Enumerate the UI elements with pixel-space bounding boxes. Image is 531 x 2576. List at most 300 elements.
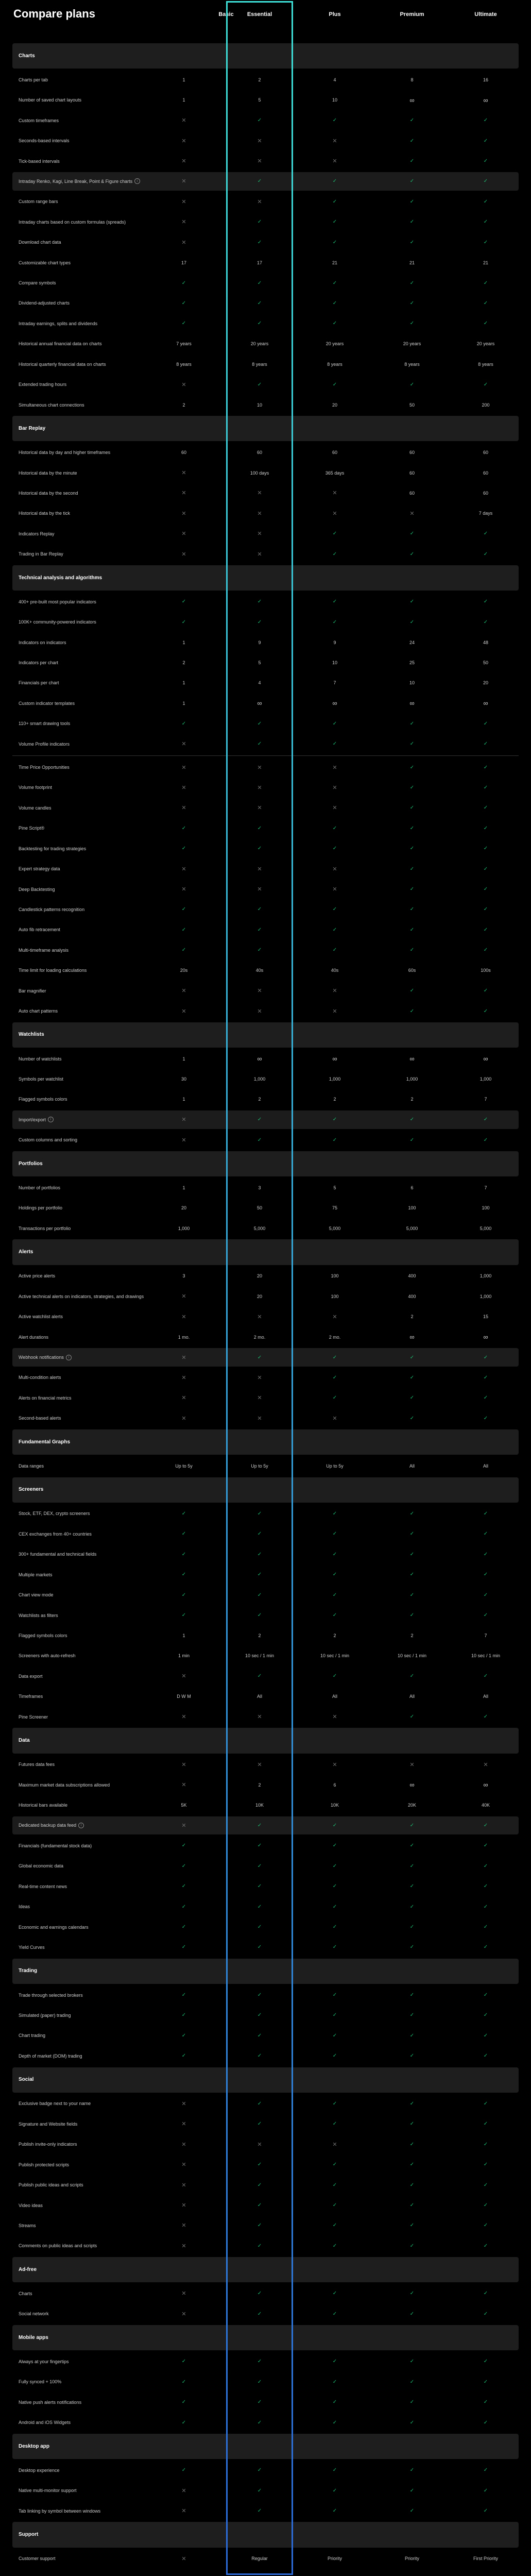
cell-value-basic: 1 xyxy=(182,77,185,82)
check-icon: ✓ xyxy=(483,321,488,327)
feature-label-text: Screeners xyxy=(19,1487,44,1493)
cross-icon: ✕ xyxy=(181,1415,186,1422)
section-title xyxy=(19,1959,173,1984)
check-icon: ✓ xyxy=(483,2419,488,2426)
check-icon: ✓ xyxy=(483,219,488,225)
feature-label xyxy=(19,396,173,414)
feature-label xyxy=(19,2216,173,2234)
feature-label xyxy=(19,674,173,692)
section-header-watchlists xyxy=(12,1022,519,1048)
cell-value-essential: 40s xyxy=(255,968,264,973)
cross-icon: ✕ xyxy=(181,2291,186,2297)
check-icon: ✓ xyxy=(483,1592,488,1598)
check-icon: ✓ xyxy=(483,784,488,790)
feature-label-text: Custom timeframes xyxy=(19,117,59,123)
feature-row-auto-fib-retracement xyxy=(12,921,519,939)
check-icon: ✓ xyxy=(409,1992,415,1998)
cell-value-plus: 20 xyxy=(332,402,337,408)
cross-icon: ✕ xyxy=(181,138,186,144)
feature-label-text: Bar magnifier xyxy=(19,988,46,994)
feature-label-text: Historical bars available xyxy=(19,1803,68,1808)
check-icon: ✓ xyxy=(257,1863,262,1869)
cell-value-premium: 100 xyxy=(408,1205,416,1211)
check-icon: ✓ xyxy=(483,117,488,124)
plan-header-essential: Essential xyxy=(247,11,272,18)
check-icon: ✓ xyxy=(257,1592,262,1598)
infinity-icon: ∞ xyxy=(409,1781,415,1789)
feature-label-text: Fundamental Graphs xyxy=(19,1439,71,1445)
cell-value-ultimate: 7 days xyxy=(478,511,493,516)
section-header-data xyxy=(12,1728,519,1753)
check-icon: ✓ xyxy=(409,138,415,144)
feature-label xyxy=(19,91,173,109)
feature-row-multi-condition-alerts xyxy=(12,1369,519,1387)
check-icon: ✓ xyxy=(332,2399,337,2405)
cell-value-basic: 1 xyxy=(182,97,185,103)
cross-icon: ✕ xyxy=(181,1714,186,1721)
check-icon: ✓ xyxy=(181,1843,186,1849)
check-icon: ✓ xyxy=(332,1510,337,1517)
check-icon: ✓ xyxy=(409,2182,415,2188)
check-icon: ✓ xyxy=(257,2243,262,2249)
check-icon: ✓ xyxy=(409,2379,415,2385)
cross-icon: ✕ xyxy=(181,1008,186,1015)
cell-value-premium: 25 xyxy=(409,660,415,666)
cell-value-essential: 20 years xyxy=(250,341,269,347)
cell-value-premium: 21 xyxy=(409,260,415,265)
cell-value-essential: 3 xyxy=(258,1185,261,1190)
check-icon: ✓ xyxy=(257,846,262,852)
infinity-icon: ∞ xyxy=(483,1781,488,1789)
feature-label xyxy=(19,545,173,563)
check-icon: ✓ xyxy=(483,1572,488,1578)
feature-label xyxy=(19,111,173,129)
check-icon: ✓ xyxy=(332,117,337,124)
cell-value-basic: 3 xyxy=(182,1273,185,1279)
feature-label-text: Intraday Renko, Kagi, Line Break, Point & Figure charts xyxy=(19,178,133,184)
check-icon: ✓ xyxy=(332,906,337,913)
check-icon: ✓ xyxy=(409,1531,415,1537)
check-icon: ✓ xyxy=(409,1612,415,1619)
cell-value-plus: 5 xyxy=(333,1185,336,1190)
check-icon: ✓ xyxy=(409,1510,415,1517)
check-icon: ✓ xyxy=(483,2223,488,2229)
check-icon: ✓ xyxy=(257,2202,262,2208)
cross-icon: ✕ xyxy=(332,510,337,517)
cell-value-essential: 100 days xyxy=(250,470,269,476)
cell-value-ultimate: 16 xyxy=(483,77,488,82)
check-icon: ✓ xyxy=(332,2182,337,2188)
feature-label-text: Data ranges xyxy=(19,1463,44,1469)
check-icon: ✓ xyxy=(181,2053,186,2059)
feature-label xyxy=(19,443,173,461)
section-title xyxy=(19,2434,173,2459)
feature-label-text: Intraday earnings, splits and dividends xyxy=(19,321,98,326)
feature-label xyxy=(19,613,173,631)
feature-row-bar-magnifier xyxy=(12,982,519,1000)
cross-icon: ✕ xyxy=(181,805,186,812)
check-icon: ✓ xyxy=(181,1551,186,1557)
check-icon: ✓ xyxy=(483,158,488,164)
feature-row-charts-per-tab xyxy=(12,71,519,89)
feature-row-dedicated-backup-data-feed xyxy=(12,1816,519,1834)
cell-value-plus: 2 mo. xyxy=(329,1334,341,1340)
feature-label xyxy=(19,1110,173,1129)
cell-value-plus: 8 years xyxy=(327,361,342,367)
feature-label xyxy=(19,1307,173,1325)
check-icon: ✓ xyxy=(483,1415,488,1421)
check-icon: ✓ xyxy=(332,619,337,625)
cross-icon: ✕ xyxy=(332,2141,337,2148)
cross-icon: ✕ xyxy=(181,741,186,748)
feature-label-text: Charts xyxy=(19,53,35,59)
check-icon: ✓ xyxy=(409,1822,415,1828)
cell-value-premium: 2 xyxy=(410,1314,414,1320)
cross-icon: ✕ xyxy=(257,1008,262,1015)
check-icon: ✓ xyxy=(181,947,186,953)
check-icon: ✓ xyxy=(257,1137,262,1143)
cross-icon: ✕ xyxy=(257,784,262,791)
cross-icon: ✕ xyxy=(181,1822,186,1829)
cross-icon: ✕ xyxy=(332,490,337,497)
cross-icon: ✕ xyxy=(181,1117,186,1123)
cross-icon: ✕ xyxy=(181,239,186,246)
feature-label-text: Historical data by the second xyxy=(19,490,78,496)
feature-row-multi-timeframe-analysis xyxy=(12,941,519,959)
check-icon: ✓ xyxy=(483,2182,488,2188)
check-icon: ✓ xyxy=(332,846,337,852)
check-icon: ✓ xyxy=(181,2467,186,2473)
check-icon: ✓ xyxy=(257,1904,262,1910)
feature-label xyxy=(19,335,173,353)
cell-value-ultimate: 48 xyxy=(483,639,488,645)
check-icon: ✓ xyxy=(332,2053,337,2059)
info-icon[interactable]: i xyxy=(134,178,140,184)
feature-row-watchlists-as-filters xyxy=(12,1606,519,1624)
feature-label-text: Customer support xyxy=(19,2556,56,2562)
feature-label-text: Alerts on financial metrics xyxy=(19,1395,72,1401)
cell-value-essential: 8 years xyxy=(252,361,267,367)
check-icon: ✓ xyxy=(409,886,415,893)
cell-value-premium: Priority xyxy=(404,2556,419,2562)
check-icon: ✓ xyxy=(332,1843,337,1849)
section-title xyxy=(19,2067,173,2093)
feature-label xyxy=(19,254,173,272)
cross-icon: ✕ xyxy=(181,2162,186,2168)
check-icon: ✓ xyxy=(332,1551,337,1557)
check-icon: ✓ xyxy=(332,219,337,225)
feature-label-text: Technical analysis and algorithms xyxy=(19,575,102,581)
feature-label-text: Yield Curves xyxy=(19,1944,45,1950)
feature-label-text: Multi-condition alerts xyxy=(19,1375,61,1380)
check-icon: ✓ xyxy=(332,239,337,245)
check-icon: ✓ xyxy=(332,927,337,933)
cell-value-essential: 20 xyxy=(256,1293,262,1299)
cell-value-premium: 2 xyxy=(410,1632,414,1638)
check-icon: ✓ xyxy=(332,321,337,327)
check-icon: ✓ xyxy=(483,1944,488,1950)
info-icon[interactable]: i xyxy=(78,1823,84,1828)
check-icon: ✓ xyxy=(483,2379,488,2385)
check-icon: ✓ xyxy=(483,2508,488,2514)
cell-value-ultimate: 15 xyxy=(483,1314,488,1320)
feature-label xyxy=(19,233,173,251)
check-icon: ✓ xyxy=(483,300,488,306)
check-icon: ✓ xyxy=(257,2032,262,2039)
check-icon: ✓ xyxy=(257,2311,262,2317)
feature-row-historical-quarterly-financial-data-on-c xyxy=(12,355,519,373)
check-icon: ✓ xyxy=(181,720,186,727)
check-icon: ✓ xyxy=(483,2399,488,2405)
section-divider xyxy=(12,755,519,756)
cross-icon: ✕ xyxy=(181,1137,186,1143)
cell-value-essential: 2 xyxy=(258,1632,261,1638)
feature-label-text: Alerts xyxy=(19,1249,33,1255)
cell-value-ultimate: 1,000 xyxy=(479,1076,492,1082)
feature-label-text: Chart view mode xyxy=(19,1592,54,1598)
check-icon: ✓ xyxy=(332,947,337,953)
feature-label-text: Active watchlist alerts xyxy=(19,1314,63,1320)
cell-value-basic: 2 xyxy=(182,660,185,666)
cross-icon: ✕ xyxy=(181,2202,186,2209)
cross-icon: ✕ xyxy=(181,1782,186,1789)
feature-label-text: Pine Screener xyxy=(19,1714,48,1720)
check-icon: ✓ xyxy=(257,2182,262,2188)
cell-value-plus: Up to 5y xyxy=(326,1463,344,1469)
check-icon: ✓ xyxy=(332,2202,337,2208)
cell-value-basic: 8 years xyxy=(176,361,192,367)
feature-label xyxy=(19,735,173,753)
cross-icon: ✕ xyxy=(332,158,337,165)
check-icon: ✓ xyxy=(332,198,337,205)
feature-row-backtesting-for-trading-strategies xyxy=(12,839,519,857)
feature-label xyxy=(19,2027,173,2045)
check-icon: ✓ xyxy=(409,927,415,933)
check-icon: ✓ xyxy=(483,720,488,727)
cross-icon: ✕ xyxy=(409,510,415,517)
feature-label-text: Multiple markets xyxy=(19,1572,53,1577)
feature-row-timeframes xyxy=(12,1687,519,1705)
feature-label-text: Trading in Bar Replay xyxy=(19,551,63,557)
feature-row-active-technical-alerts-on-indicators-st xyxy=(12,1287,519,1305)
check-icon: ✓ xyxy=(181,2419,186,2426)
feature-label xyxy=(19,1776,173,1794)
section-header-fundamental-graphs xyxy=(12,1429,519,1455)
feature-row-screeners-with-auto-refresh xyxy=(12,1647,519,1665)
check-icon: ✓ xyxy=(257,825,262,831)
cell-value-basic: 17 xyxy=(181,260,186,265)
cross-icon: ✕ xyxy=(181,531,186,537)
check-icon: ✓ xyxy=(257,599,262,605)
feature-row-holdings-per-portfolio xyxy=(12,1199,519,1217)
check-icon: ✓ xyxy=(409,239,415,245)
check-icon: ✓ xyxy=(409,2053,415,2059)
feature-row-400-pre-built-most-popular-indicators xyxy=(12,593,519,611)
check-icon: ✓ xyxy=(483,1924,488,1930)
feature-label xyxy=(19,484,173,502)
check-icon: ✓ xyxy=(409,1924,415,1930)
feature-row-deep-backtesting xyxy=(12,880,519,898)
cross-icon: ✕ xyxy=(257,198,262,205)
feature-label-text: Video ideas xyxy=(19,2202,43,2208)
check-icon: ✓ xyxy=(483,1531,488,1537)
cell-value-ultimate: 60 xyxy=(483,490,488,496)
feature-label-text: Bar Replay xyxy=(19,425,46,431)
feature-row-economic-and-earnings-calendars xyxy=(12,1918,519,1936)
cell-value-essential: 5,000 xyxy=(253,1225,266,1231)
info-icon[interactable]: i xyxy=(48,1117,54,1122)
feature-row-historical-data-by-day-and-higher-timefr xyxy=(12,443,519,461)
check-icon: ✓ xyxy=(181,1863,186,1869)
cell-value-essential: All xyxy=(256,1694,262,1699)
cross-icon: ✕ xyxy=(257,1714,262,1721)
feature-row-stock-etf-dex-crypto-screeners xyxy=(12,1505,519,1523)
check-icon: ✓ xyxy=(483,2012,488,2018)
cross-icon: ✕ xyxy=(181,490,186,497)
feature-label-text: Real-time content news xyxy=(19,1883,67,1889)
feature-row-seconds-based-intervals xyxy=(12,131,519,149)
cell-value-plus: Priority xyxy=(327,2556,342,2562)
check-icon: ✓ xyxy=(483,178,488,184)
section-title xyxy=(19,565,173,591)
feature-row-historical-bars-available xyxy=(12,1796,519,1814)
feature-label-text: Exclusive badge next to your name xyxy=(19,2101,91,2107)
check-icon: ✓ xyxy=(257,2012,262,2018)
check-icon: ✓ xyxy=(257,720,262,727)
check-icon: ✓ xyxy=(257,1612,262,1619)
cell-value-premium: 6 xyxy=(410,1185,414,1190)
check-icon: ✓ xyxy=(332,1137,337,1143)
cell-value-premium: 10 xyxy=(409,680,415,686)
feature-label xyxy=(19,2393,173,2411)
check-icon: ✓ xyxy=(483,1551,488,1557)
info-icon[interactable]: i xyxy=(66,1355,72,1360)
cell-value-basic: 7 years xyxy=(176,341,192,347)
feature-label xyxy=(19,1667,173,1685)
cross-icon: ✕ xyxy=(181,1673,186,1680)
check-icon: ✓ xyxy=(257,2223,262,2229)
feature-label xyxy=(19,2352,173,2370)
cross-icon: ✕ xyxy=(332,138,337,144)
feature-row-real-time-content-news xyxy=(12,1877,519,1895)
check-icon: ✓ xyxy=(409,2467,415,2473)
feature-label-text: Time Price Opportunities xyxy=(19,765,70,770)
check-icon: ✓ xyxy=(181,1572,186,1578)
feature-label xyxy=(19,1070,173,1088)
feature-label xyxy=(19,1918,173,1936)
cell-value-basic: 1 xyxy=(182,1632,185,1638)
cross-icon: ✕ xyxy=(257,158,262,165)
check-icon: ✓ xyxy=(409,1883,415,1890)
feature-label-text: Publish invite-only indicators xyxy=(19,2142,77,2147)
feature-label-text: Custom indicator templates xyxy=(19,700,75,706)
feature-row-chart-view-mode xyxy=(12,1586,519,1604)
feature-label-text: Historical data by day and higher timeframes xyxy=(19,450,111,456)
cell-value-essential: 2 mo. xyxy=(253,1334,266,1340)
check-icon: ✓ xyxy=(409,1904,415,1910)
check-icon: ✓ xyxy=(483,988,488,994)
check-icon: ✓ xyxy=(181,321,186,327)
cell-value-essential: 9 xyxy=(258,639,261,645)
cell-value-ultimate: First Priority xyxy=(473,2556,498,2562)
cross-icon: ✕ xyxy=(181,381,186,388)
check-icon: ✓ xyxy=(483,1510,488,1517)
feature-label-text: Volume candles xyxy=(19,805,52,811)
feature-row-ideas xyxy=(12,1897,519,1915)
feature-label xyxy=(19,1389,173,1407)
feature-label xyxy=(19,2095,173,2113)
section-header-mobile-apps xyxy=(12,2325,519,2350)
check-icon: ✓ xyxy=(332,1904,337,1910)
check-icon: ✓ xyxy=(332,2419,337,2426)
check-icon: ✓ xyxy=(409,988,415,994)
feature-label xyxy=(19,2176,173,2194)
check-icon: ✓ xyxy=(409,2508,415,2514)
cell-value-ultimate: 20 xyxy=(483,680,488,686)
check-icon: ✓ xyxy=(483,2243,488,2249)
feature-label-text: Ideas xyxy=(19,1904,30,1910)
check-icon: ✓ xyxy=(409,2243,415,2249)
check-icon: ✓ xyxy=(483,906,488,913)
check-icon: ✓ xyxy=(409,825,415,831)
feature-label-text: Data export xyxy=(19,1673,43,1679)
feature-row-transactions-per-portfolio xyxy=(12,1219,519,1237)
feature-row-global-economic-data xyxy=(12,1857,519,1875)
feature-row-tab-linking-by-symbol-between-windows xyxy=(12,2502,519,2520)
feature-label xyxy=(19,880,173,898)
check-icon: ✓ xyxy=(483,2359,488,2365)
cell-value-plus: 10 xyxy=(332,660,337,666)
cross-icon: ✕ xyxy=(181,178,186,185)
feature-row-data-export xyxy=(12,1667,519,1685)
cell-value-premium: 8 xyxy=(410,77,414,82)
feature-label xyxy=(19,1708,173,1726)
feature-label-text: Streams xyxy=(19,2223,36,2228)
feature-row-financials-per-chart xyxy=(12,674,519,692)
feature-row-download-chart-data xyxy=(12,233,519,251)
feature-label-text: Second-based alerts xyxy=(19,1416,61,1421)
feature-label xyxy=(19,715,173,733)
feature-row-webhook-notifications xyxy=(12,1348,519,1366)
feature-label xyxy=(19,1687,173,1705)
cross-icon: ✕ xyxy=(257,531,262,537)
cell-value-basic: 20 xyxy=(181,1205,186,1211)
check-icon: ✓ xyxy=(332,1944,337,1950)
feature-label xyxy=(19,1626,173,1644)
feature-label-text: Intraday charts based on custom formulas (spreads) xyxy=(19,219,126,225)
cell-value-ultimate: 40K xyxy=(481,1803,490,1808)
check-icon: ✓ xyxy=(409,2162,415,2168)
check-icon: ✓ xyxy=(257,2121,262,2127)
feature-row-custom-range-bars xyxy=(12,193,519,211)
check-icon: ✓ xyxy=(409,2121,415,2127)
check-icon: ✓ xyxy=(332,1531,337,1537)
section-title xyxy=(19,1239,173,1265)
feature-label-text: Deep Backtesting xyxy=(19,886,55,892)
feature-label-text: Charts per tab xyxy=(19,77,48,82)
feature-label-text: Financials (fundamental stock data) xyxy=(19,1843,92,1848)
feature-row-simulated-paper-trading xyxy=(12,2006,519,2024)
feature-label-text: Transactions per portfolio xyxy=(19,1225,71,1231)
feature-row-number-of-saved-chart-layouts xyxy=(12,91,519,109)
check-icon: ✓ xyxy=(181,1592,186,1598)
cell-value-basic: 2 xyxy=(182,402,185,408)
cross-icon: ✕ xyxy=(257,1314,262,1320)
check-icon: ✓ xyxy=(409,1354,415,1360)
feature-label xyxy=(19,1545,173,1563)
feature-label xyxy=(19,2305,173,2323)
check-icon: ✓ xyxy=(483,1354,488,1360)
